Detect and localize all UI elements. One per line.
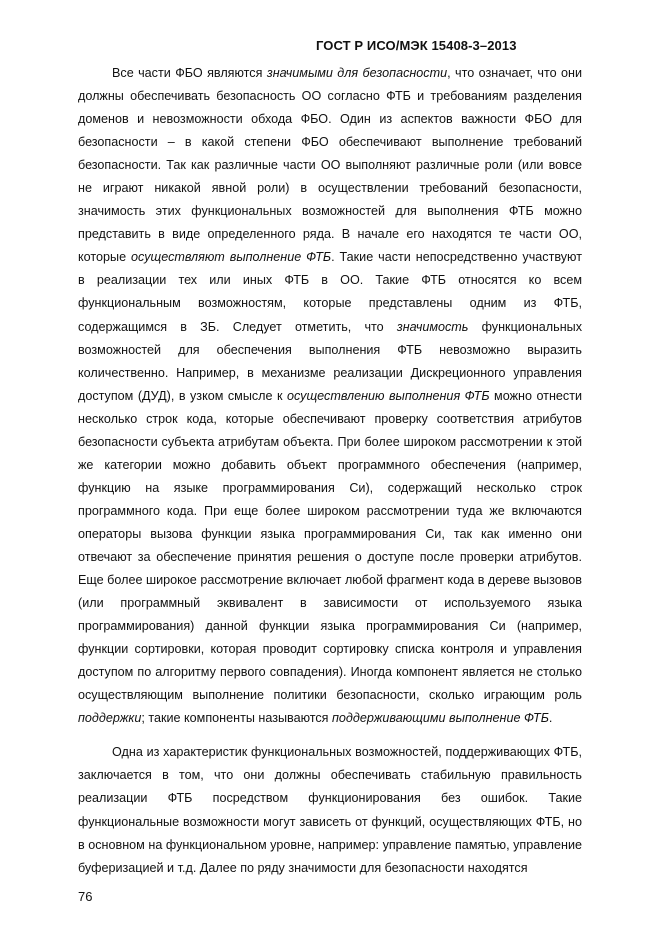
paragraph-1 (78, 62, 582, 730)
italic-term: осуществляют выполнение ФТБ (131, 250, 332, 265)
text-segment: можно отнести несколько строк кода, которые обеспечивают проверку соответствия атрибутов безопасности субъекта атрибутам объекта. При более широком рассмотрении к этой же категории можно добавить объект программного обеспечения (например, функцию на языке программирования Си), содержащий несколько строк программного кода. При еще более широком рассмотрении туда же включаются операторы вызова функции языка программирования Си, так как именно они отвечают за обеспечение принятия решения о доступе после проверки атрибутов. Еще более широкое рассмотрение включает любой фрагмент кода в дереве вызовов (или программный эквивалент в зависимости от используемого языка программирования) данной функции языка программирования Си (например, функции сортировки, которая проводит сортировку списка контроля и управления доступом по алгоритму первого совпадения). Иногда компонент является не столько осуществляющим выполнение политики безопасности, сколько играющим роль (78, 388, 582, 703)
text-segment: . Такие части непосредственно участвуют в реализации тех или иных ФТБ в ОО. Такие ФТБ относятся ко всем функциональным возможностям, которые представлены одним из ФТБ, содержащимся в ЗБ. Следует отметить, что (78, 250, 582, 334)
text-segment: функциональных возможностей для обеспечения выполнения ФТБ невозможно выразить количественно. Например, в механизме реализации Дискреционного управления доступом (ДУД), в узком смысле к (78, 319, 582, 403)
italic-term: значимость (396, 319, 469, 334)
italic-term: поддержки (78, 711, 142, 726)
text-segment: Одна из характеристик функциональных возможностей, поддерживающих ФТБ, заключается в том, что они должны обеспечивать стабильную правильность реализации ФТБ посредством функционирования без ошибок. Такие функциональные возможности могут зависеть от функций, осуществляющих ФТБ, но в основном на функциональном уровне, например: управление памятью, управление буферизацией и т.д. Далее по ряду значимости для безопасности находятся (78, 745, 582, 875)
text-segment: , что означает, что они должны обеспечивать безопасность ОО согласно ФТБ и требованиям разделения доменов и невозможности обхода ФБО. Один из аспектов важности ФБО для безопасности – в какой степени ФБО обеспечивают выполнение требований безопасности. Так как различные части ОО выполняют различные роли (или вовсе не играют никакой явной роли) в осуществлении требований безопасности, значимость этих функциональных возможностей для выполнения ФТБ можно представить в виде определенного ряда. В начале его находятся те части ОО, которые (78, 66, 583, 265)
document-title: ГОСТ Р ИСО/МЭК 15408-3–2013 (316, 38, 517, 53)
italic-term: осуществлению выполнения ФТБ (287, 388, 490, 403)
text-segment: ; такие компоненты называются (141, 711, 332, 726)
italic-term: значимыми для безопасности (266, 66, 448, 80)
text-segment: . (548, 711, 553, 726)
document-body (78, 62, 582, 880)
text-segment: Все части ФБО являются (112, 66, 267, 80)
page-number: 76 (78, 889, 93, 904)
paragraph-2 (78, 741, 582, 879)
italic-term: поддерживающими выполнение ФТБ (332, 711, 549, 726)
